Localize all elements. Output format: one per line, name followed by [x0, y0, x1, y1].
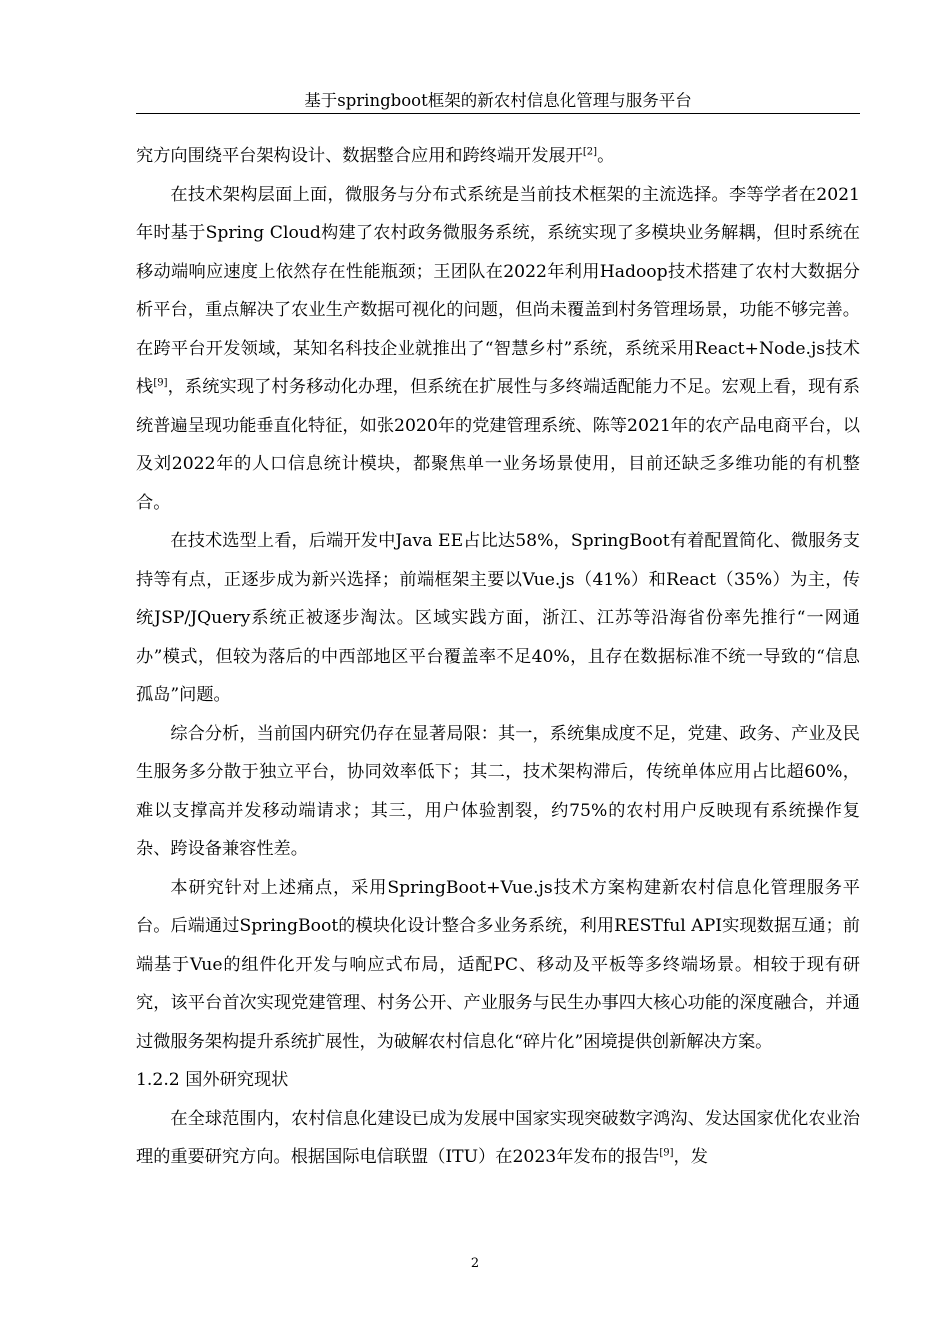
- page-number: 2: [470, 1256, 480, 1271]
- page-body: [136, 137, 860, 1177]
- paragraph-foreign-research: [136, 1100, 860, 1177]
- paragraph-analysis: 综合分析，当前国内研究仍存在显著局限：其一，系统集成度不足，党建、政务、产业及民生服务多分散于独立平台，协同效率低下；其二，技术架构滞后，传统单体应用占比超60%，难以支撑高并发移动端请求；其三，用户体验割裂，约75%的农村用户反映现有系统操作复杂、跨设备兼容性差。: [136, 723, 860, 859]
- citation: [2]: [582, 146, 598, 158]
- citation: [9]: [659, 1147, 674, 1159]
- header-rule: [136, 113, 860, 114]
- paragraph-text: 究方向围绕平台架构设计、数据整合应用和跨终端开发展开: [136, 146, 583, 166]
- paragraph-text: 在全球范围内，农村信息化建设已成为发展中国家实现突破数字鸿沟、发达国家优化农业治理的重要研究方向。根据国际电信联盟（ITU）在2023年发布的报告: [136, 1108, 860, 1167]
- paragraph-text: 。: [597, 146, 615, 166]
- running-header: 基于springboot框架的新农村信息化管理与服务平台: [304, 91, 692, 110]
- paragraph-continuation: [136, 137, 860, 176]
- paragraph-text: ，发: [673, 1147, 708, 1167]
- citation: [9]: [153, 377, 168, 389]
- paragraph-text: ，系统实现了村务移动化办理，但系统在扩展性与多终端适配能力不足。宏观上看，现有系统普遍呈现功能垂直化特征，如张2020年的党建管理系统、陈等2021年的农产品电商平台，以及刘2022年的人口信息统计模块，都聚焦单一业务场景使用，目前还缺乏多维功能的有机整合。: [136, 377, 860, 513]
- paragraph-text: 在技术架构层面上面，微服务与分布式系统是当前技术框架的主流选择。李等学者在2021年时基于Spring Cloud构建了农村政务微服务系统，系统实现了多模块业务解耦，但时系统在移动端响应速度上依然存在性能瓶颈；王团队在2022年利用Hadoop技术搭建了农村大数据分析平台，重点解决了农业生产数据可视化的问题，但尚未覆盖到村务管理场景，功能不够完善。在跨平台开发领域，某知名科技企业就推出了“智慧乡村”系统，系统采用React+Node.js技术栈: [136, 184, 860, 397]
- section-heading: 1.2.2 国外研究现状: [136, 1070, 289, 1090]
- paragraph-proposal: 本研究针对上述痛点，采用SpringBoot+Vue.js技术方案构建新农村信息化管理服务平台。后端通过SpringBoot的模块化设计整合多业务系统，利用RESTful API实现数据互通；前端基于Vue的组件化开发与响应式布局，适配PC、移动及平板等多终端场景。相较于现有研究，该平台首次实现党建管理、村务公开、产业服务与民生办事四大核心功能的深度融合，并通过微服务架构提升系统扩展性，为破解农村信息化“碎片化”困境提供创新解决方案。: [136, 877, 860, 1052]
- paragraph-architecture: [136, 176, 860, 523]
- paragraph-tech-selection: 在技术选型上看，后端开发中Java EE占比达58%，SpringBoot有着配置简化、微服务支持等有点，正逐步成为新兴选择；前端框架主要以Vue.js（41%）和React（35%）为主，传统JSP/JQuery系统正被逐步淘汰。区域实践方面，浙江、江苏等沿海省份率先推行“一网通办”模式，但较为落后的中西部地区平台覆盖率不足40%，且存在数据标准不统一导致的“信息孤岛”问题。: [136, 531, 860, 705]
